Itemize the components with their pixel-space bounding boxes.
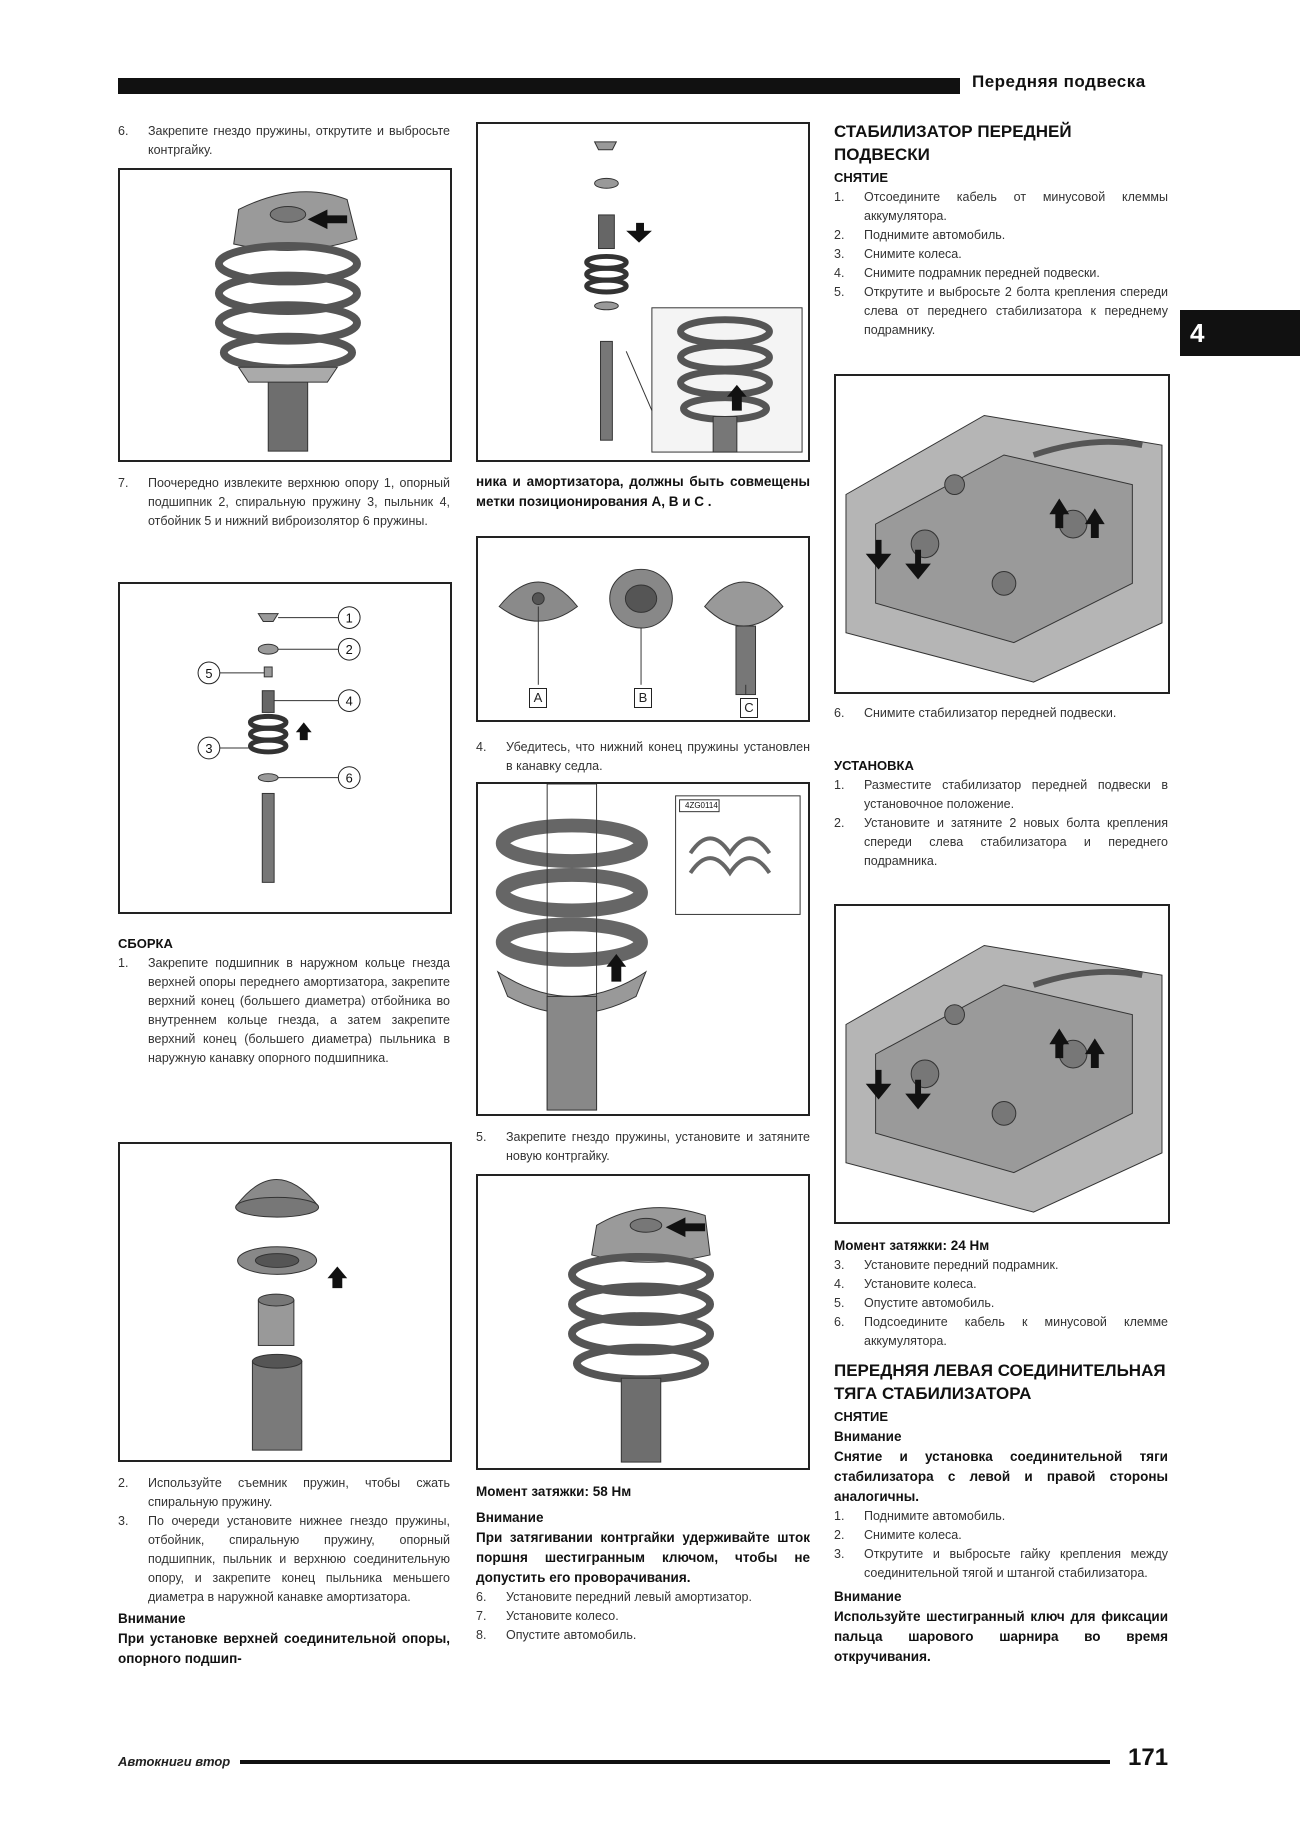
step-number: 2. bbox=[834, 816, 845, 830]
col3-removal-step6 bbox=[834, 704, 1168, 723]
figure-subframe-install bbox=[834, 904, 1170, 1224]
step-number: 4. bbox=[834, 266, 845, 280]
step-number: 3. bbox=[118, 1514, 129, 1528]
step-text: Подсоедините кабель к минусовой клемме аккумулятора. bbox=[864, 1315, 1168, 1348]
figure-strut-exploded-vertical bbox=[476, 122, 810, 462]
step-text: Отсоедините кабель от минусовой клеммы аккумулятора. bbox=[864, 190, 1168, 223]
col3-install bbox=[834, 756, 1168, 871]
step-number: 2. bbox=[834, 1528, 845, 1542]
torque-value: Момент затяжки: 24 Нм bbox=[834, 1238, 990, 1253]
col2-step4 bbox=[476, 738, 810, 776]
removal-title: СНЯТИЕ bbox=[834, 170, 889, 185]
step-text: Установите передний левый амортизатор. bbox=[506, 1590, 752, 1604]
col1-step7 bbox=[118, 474, 450, 531]
step-number: 3. bbox=[834, 1258, 845, 1272]
step-text: Поочередно извлеките верхнюю опору 1, опорный подшипник 2, спиральную пружину 3, пыльник 4, отбойник 5 и нижний виброизолятор 6 пружины. bbox=[148, 476, 450, 528]
step-text: Опустите автомобиль. bbox=[506, 1628, 637, 1642]
attention-text: При установке верхней соединительной опоры, опорного подшип- bbox=[118, 1631, 450, 1666]
step-number: 6. bbox=[834, 706, 845, 720]
alignment-marks-text: ника и амортизатора, должны быть совмещены метки позиционирования A, B и C . bbox=[476, 474, 810, 509]
step-text: Разместите стабилизатор передней подвески в установочное положение. bbox=[864, 778, 1168, 811]
mark-b-label: B bbox=[634, 688, 652, 708]
col1-assembly-steps bbox=[118, 1474, 450, 1669]
col1-step6 bbox=[118, 122, 450, 160]
step-text: Снимите подрамник передней подвески. bbox=[864, 266, 1100, 280]
step-number: 1. bbox=[834, 190, 845, 204]
page-number: 171 bbox=[1128, 1744, 1169, 1771]
mark-c-label: C bbox=[740, 698, 758, 718]
step-number: 6. bbox=[118, 124, 129, 138]
step-number: 3. bbox=[834, 247, 845, 261]
step-text: Открутите и выбросьте 2 болта крепления спереди слева от переднего стабилизатора к переднему подрамнику. bbox=[864, 285, 1168, 337]
step-text: Установите и затяните 2 новых болта крепления спереди слева стабилизатора и переднего подрамника. bbox=[864, 816, 1168, 868]
attention-label: Внимание bbox=[476, 1510, 544, 1525]
attention2-label: Внимание bbox=[834, 1589, 902, 1604]
section-title-stabilizer: СТАБИЛИЗАТОР ПЕРЕДНЕЙ ПОДВЕСКИ bbox=[834, 122, 1072, 164]
col1-assembly bbox=[118, 934, 450, 1068]
step-number: 8. bbox=[476, 1628, 487, 1642]
footer-rule bbox=[240, 1760, 1110, 1764]
step-text: Снимите колеса. bbox=[864, 247, 962, 261]
step-number: 1. bbox=[118, 956, 129, 970]
step-number: 7. bbox=[118, 476, 129, 490]
step-text: Убедитесь, что нижний конец пружины установлен в канавку седла. bbox=[506, 740, 810, 773]
step-number: 2. bbox=[118, 1476, 129, 1490]
section-title-link: ПЕРЕДНЯЯ ЛЕВАЯ СОЕДИНИТЕЛЬНАЯ ТЯГА СТАБИЛИЗАТОРА bbox=[834, 1361, 1166, 1403]
col2-cont bbox=[476, 472, 810, 512]
figure-alignment-marks bbox=[476, 536, 810, 722]
publisher-footer: Автокниги втор bbox=[118, 1754, 231, 1769]
header-bar bbox=[118, 78, 960, 94]
figure-exploded-strut bbox=[118, 582, 452, 914]
step-text: Снимите колеса. bbox=[864, 1528, 962, 1542]
callout-5: 5 bbox=[205, 665, 213, 681]
callout-1: 1 bbox=[345, 610, 353, 626]
attention2-text: Используйте шестигранный ключ для фиксации пальца шарового шарнира во время откручивания. bbox=[834, 1609, 1168, 1664]
col3-bottom bbox=[834, 1236, 1168, 1667]
attention1-text: Снятие и установка соединительной тяги стабилизатора с левой и правой стороны аналогичны. bbox=[834, 1449, 1168, 1504]
step-text: Используйте съемник пружин, чтобы сжать спиральную пружину. bbox=[148, 1476, 450, 1509]
figure-upper-mount-parts bbox=[118, 1142, 452, 1462]
assembly-title: СБОРКА bbox=[118, 936, 173, 951]
mark-a-label: A bbox=[529, 688, 547, 708]
inset-code: 4ZG0114 bbox=[685, 801, 718, 810]
callout-3: 3 bbox=[205, 740, 213, 756]
step-text: Поднимите автомобиль. bbox=[864, 228, 1006, 242]
step-number: 5. bbox=[834, 285, 845, 299]
step-number: 6. bbox=[834, 1315, 845, 1329]
chapter-tab: 4 bbox=[1180, 310, 1300, 356]
attention-text: При затягивании контргайки удерживайте шток поршня шестигранным ключом, чтобы не допустить его проворачивания. bbox=[476, 1530, 810, 1585]
step-text: Снимите стабилизатор передней подвески. bbox=[864, 706, 1117, 720]
step-text: Установите колеса. bbox=[864, 1277, 977, 1291]
col2-step5 bbox=[476, 1128, 810, 1166]
figure-spring-seat bbox=[476, 782, 810, 1116]
callout-2: 2 bbox=[345, 642, 353, 658]
step-number: 1. bbox=[834, 1509, 845, 1523]
removal2-title: СНЯТИЕ bbox=[834, 1409, 889, 1424]
callout-4: 4 bbox=[345, 693, 353, 709]
step-number: 5. bbox=[476, 1130, 487, 1144]
running-header-title: Передняя подвеска bbox=[972, 72, 1146, 91]
attention-label: Внимание bbox=[118, 1611, 186, 1626]
step-text: По очереди установите нижнее гнездо пружины, отбойник, спиральную пружину, опорный подшипник, пыльник и верхнюю соединительную опору, и закрепите конец пыльника меньшего диаметра в наружной канавке амортизатора. bbox=[148, 1514, 450, 1604]
callout-6: 6 bbox=[345, 770, 353, 786]
step-text: Открутите и выбросьте гайку крепления между соединительной тягой и штангой стабилизатора. bbox=[864, 1547, 1168, 1580]
install-title: УСТАНОВКА bbox=[834, 758, 914, 773]
figure-locknut bbox=[476, 1174, 810, 1470]
attention1-label: Внимание bbox=[834, 1429, 902, 1444]
step-number: 4. bbox=[476, 740, 487, 754]
step-number: 3. bbox=[834, 1547, 845, 1561]
step-number: 7. bbox=[476, 1609, 487, 1623]
step-number: 4. bbox=[834, 1277, 845, 1291]
step-number: 6. bbox=[476, 1590, 487, 1604]
figure-subframe-removal bbox=[834, 374, 1170, 694]
col2-bottom bbox=[476, 1482, 810, 1645]
col3-top bbox=[834, 120, 1168, 340]
step-text: Установите колесо. bbox=[506, 1609, 619, 1623]
step-number: 1. bbox=[834, 778, 845, 792]
figure-strut-assembly bbox=[118, 168, 452, 462]
step-text: Закрепите гнездо пружины, установите и затяните новую контргайку. bbox=[506, 1130, 810, 1163]
step-number: 5. bbox=[834, 1296, 845, 1310]
step-text: Закрепите гнездо пружины, открутите и выбросьте контргайку. bbox=[148, 124, 450, 157]
step-number: 2. bbox=[834, 228, 845, 242]
step-text: Закрепите подшипник в наружном кольце гнезда верхней опоры переднего амортизатора, закрепите верхний конец (большего диаметра) отбойника во внутреннем кольце гнезда, а затем закрепите верхний конец (большего диаметра) пыльника в наружную канавку опорного подшипника. bbox=[148, 956, 450, 1065]
step-text: Поднимите автомобиль. bbox=[864, 1509, 1006, 1523]
step-text: Установите передний подрамник. bbox=[864, 1258, 1059, 1272]
torque-value: Момент затяжки: 58 Нм bbox=[476, 1484, 632, 1499]
step-text: Опустите автомобиль. bbox=[864, 1296, 995, 1310]
